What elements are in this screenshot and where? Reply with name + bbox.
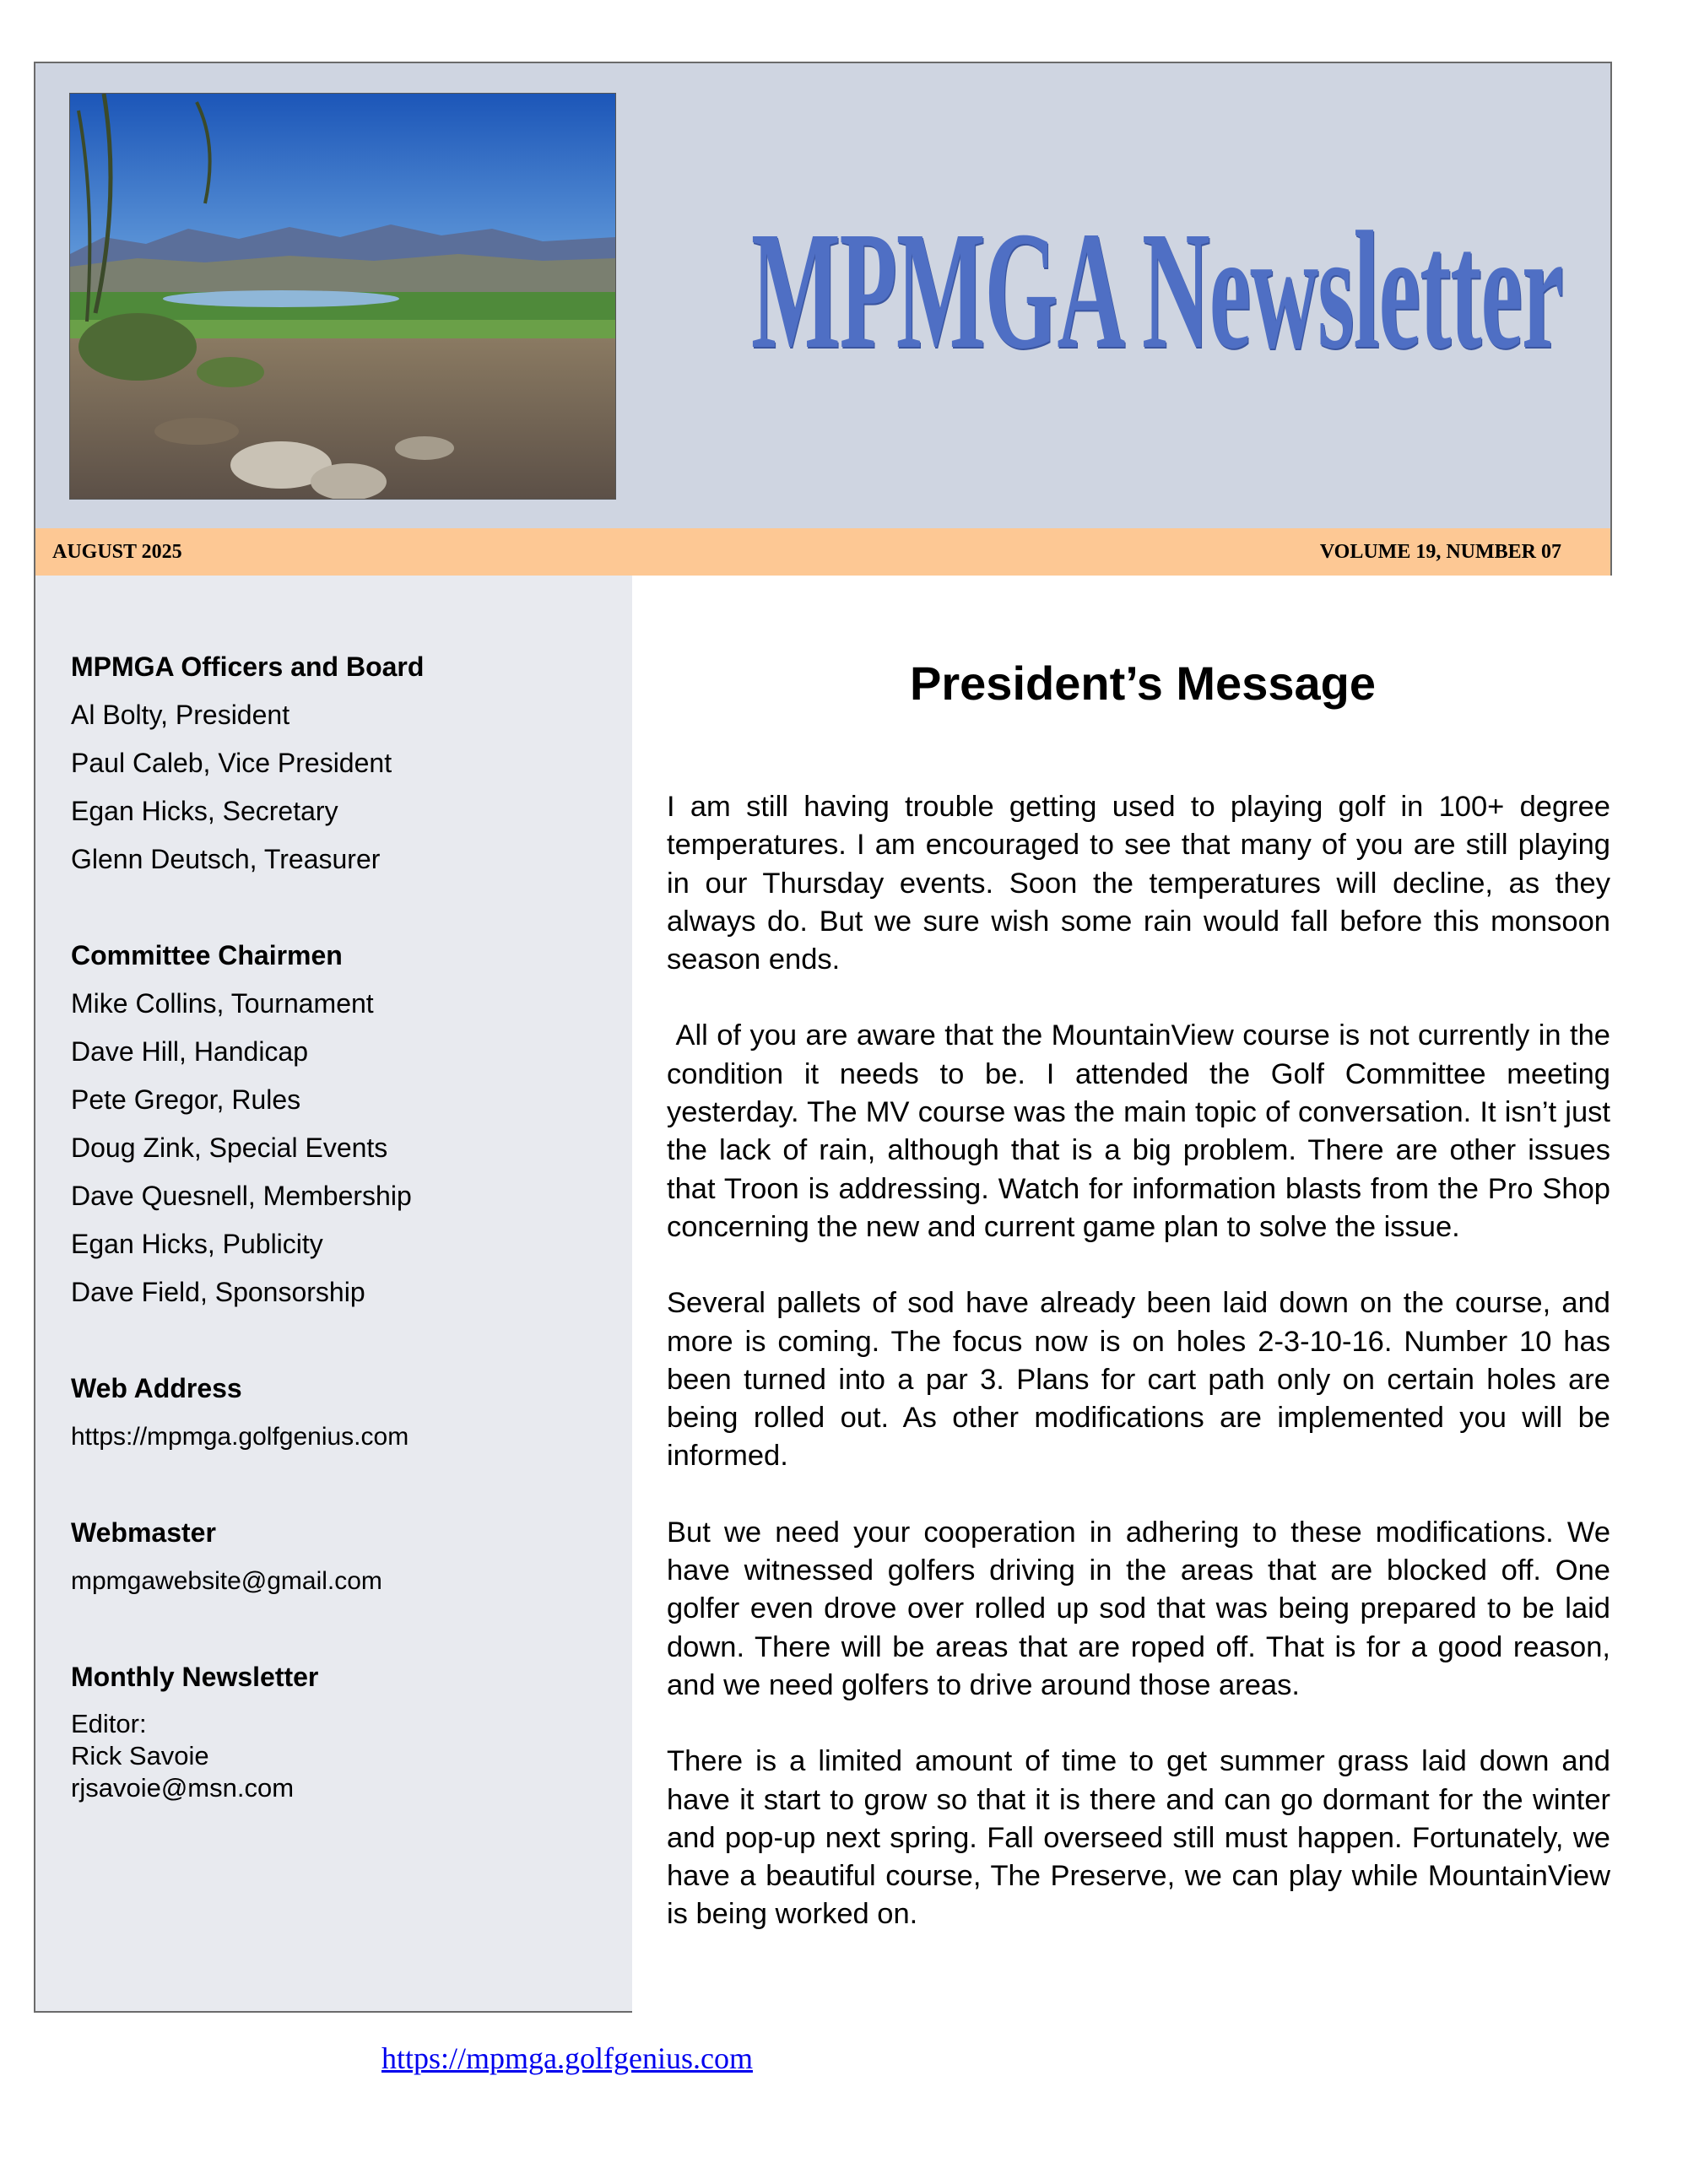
committee-item: Dave Field, Sponsorship	[71, 1277, 365, 1307]
officer-item: Paul Caleb, Vice President	[71, 748, 392, 778]
golf-course-photo	[69, 93, 616, 500]
editor-label: Editor:	[71, 1709, 147, 1738]
issue-date: AUGUST 2025	[52, 541, 182, 563]
officer-item: Glenn Deutsch, Treasurer	[71, 844, 381, 874]
article-paragraph: But we need your cooperation in adhering to these modifications. We have witnessed golfers driving in the areas that are blocked off. One golfer even drove over rolled up sod that was being prepared to be laid down. There will be areas that are roped off. That is for a good reason, and we need golfers to drive around those areas.	[667, 1516, 1610, 1701]
date-bar	[34, 528, 1612, 576]
committee-item: Mike Collins, Tournament	[71, 988, 374, 1019]
editor-block	[71, 1701, 611, 1804]
officers-heading: MPMGA Officers and Board	[71, 651, 425, 682]
newsletter-title: MPMGA Newsletter	[751, 197, 1563, 384]
committee-item: Pete Gregor, Rules	[71, 1084, 301, 1115]
article-title: President’s Message	[910, 657, 1376, 710]
article-paragraph: Several pallets of sod have already been laid down on the course, and more is coming. The focus now is on holes 2-3-10-16. Number 10 has been turned into a par 3. Plans for cart path only on certain holes are being rolled out. As other modifications are implemented you will be informed.	[667, 1287, 1610, 1473]
webmaster-email[interactable]: mpmgawebsite@gmail.com	[71, 1567, 382, 1595]
committee-heading: Committee Chairmen	[71, 940, 343, 970]
officer-item: Al Bolty, President	[71, 700, 290, 730]
sidebar-content	[71, 643, 611, 1804]
officer-item: Egan Hicks, Secretary	[71, 796, 338, 826]
editor-name: Rick Savoie	[71, 1741, 209, 1770]
committee-item: Doug Zink, Special Events	[71, 1133, 388, 1163]
article-paragraph: I am still having trouble getting used to playing golf in 100+ degree temperatures. I am encouraged to see that many of you are still playing in our Thursday events. Soon the temperatures will decline, as they always do. But we sure wish some rain would fall before this monsoon season ends.	[667, 791, 1610, 976]
committee-item: Dave Quesnell, Membership	[71, 1181, 412, 1211]
article-paragraph: All of you are aware that the MountainView course is not currently in the condition it needs to be. I attended the Golf Committee meeting yesterday. The MV course was the main topic of conversation. It isn’t just the lack of rain, although that is a big problem. There are other issues that Troon is addressing. Watch for information blasts from the Pro Shop concerning the new and current game plan to solve the issue.	[667, 1019, 1610, 1243]
article-body	[667, 788, 1610, 1934]
web-heading: Web Address	[71, 1373, 242, 1403]
article-paragraph: There is a limited amount of time to get summer grass laid down and have it start to grow so that it is there and can go dormant for the winter and pop-up next spring. Fall overseed still must happen. Fortunately, we have a beautiful course, The Preserve, we can play while MountainView is being worked on.	[667, 1745, 1610, 1931]
issue-volume: VOLUME 19, NUMBER 07	[1319, 541, 1561, 563]
footer-link[interactable]: https://mpmga.golfgenius.com	[381, 2041, 753, 2075]
committee-item: Egan Hicks, Publicity	[71, 1229, 323, 1259]
editor-email[interactable]: rjsavoie@msn.com	[71, 1773, 295, 1803]
webmaster-heading: Webmaster	[71, 1517, 216, 1548]
newsletter-heading: Monthly Newsletter	[71, 1662, 319, 1692]
committee-item: Dave Hill, Handicap	[71, 1036, 309, 1067]
sidebar	[34, 576, 632, 2013]
article	[667, 650, 1610, 1972]
web-address[interactable]: https://mpmga.golfgenius.com	[71, 1423, 409, 1451]
